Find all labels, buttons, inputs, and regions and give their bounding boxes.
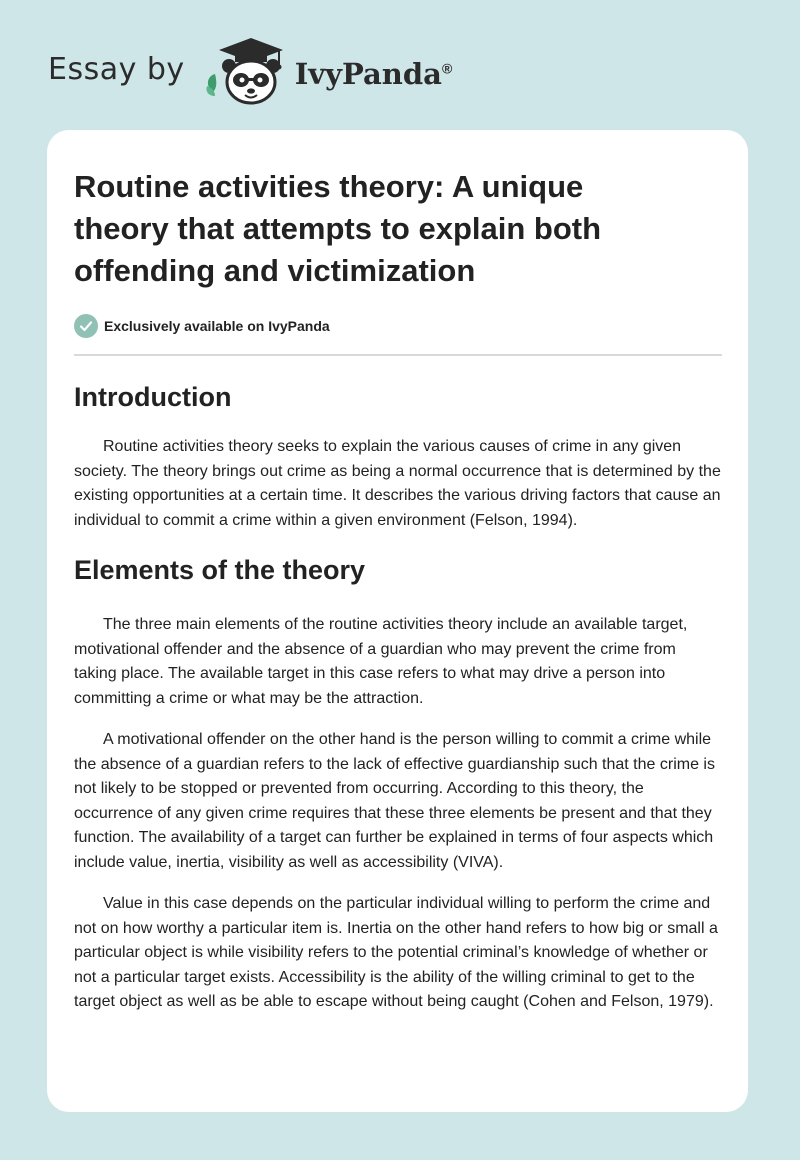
badge-text: Exclusively available on IvyPanda bbox=[104, 318, 330, 334]
check-circle-icon bbox=[74, 314, 98, 338]
brand-header bbox=[48, 36, 452, 108]
paragraph: A motivational offender on the other hand is the person willing to commit a crime while the absence of a guardian refers to the lack of effective guardianship such that the crime is not likely to be stopped or prevented from occurring. According to this theory, the occurrence of any given crime requires that these three elements be present and that they function. The availability of a target can further be explained in terms of four aspects which include value, inertia, visibility as well as accessibility (VIVA). bbox=[74, 731, 715, 871]
registered-mark: ® bbox=[441, 60, 453, 77]
brand-name: IvyPanda® bbox=[294, 57, 453, 91]
section-heading-elements: Elements of the theory bbox=[74, 555, 366, 585]
brand-prefix: Essay by bbox=[48, 51, 185, 87]
panda-graduate-icon bbox=[199, 36, 291, 108]
divider bbox=[74, 354, 722, 356]
paragraph: The three main elements of the routine activities theory include an available target, motivational offender and the absence of a guardian who may prevent the crime from taking place. The available target in this case refers to what may drive a person into committing a crime or what may be the attraction. bbox=[74, 616, 688, 707]
paragraph: Routine activities theory seeks to explain the various causes of crime in any given society. The theory brings out crime as being a normal occurrence that is determined by the existing opportunities at a certain time. It describes the various driving factors that cause an individual to commit a crime within a given environment (Felson, 1994). bbox=[74, 438, 721, 529]
section-heading-introduction: Introduction bbox=[74, 382, 232, 412]
essay-card bbox=[47, 130, 748, 1112]
essay-title: Routine activities theory: A unique theory that attempts to explain both offending and victimization bbox=[74, 169, 602, 288]
paragraph: Value in this case depends on the particular individual willing to perform the crime and not on how worthy a particular item is. Inertia on the other hand refers to how big or small a particular object is while visibility refers to the potential criminal’s knowledge of whether or not a particular target exists. Accessibility is the ability of the willing criminal to get to the target object as well as be able to escape without being caught (Cohen and Felson, 1979). bbox=[74, 895, 718, 1010]
exclusive-badge bbox=[74, 314, 722, 338]
